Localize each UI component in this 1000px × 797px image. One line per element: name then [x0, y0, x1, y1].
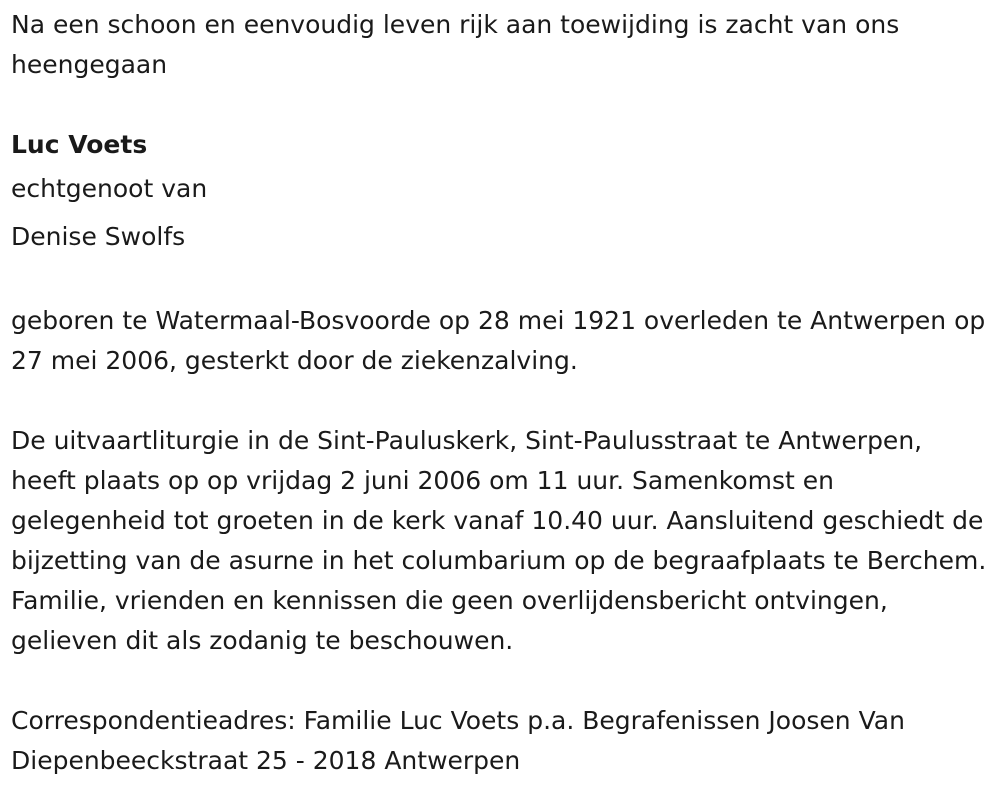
spacer	[11, 261, 992, 301]
spouse-name: Denise Swolfs	[11, 222, 186, 251]
funeral-details-text: De uitvaartliturgie in de Sint-Pauluskerk, Sint-Paulusstraat te Antwerpen, heeft plaats op op vrijdag 2 juni 2006 om 11 uur. Samenkomst en gelegenheid tot groeten in de kerk vanaf 10.40 uur. Aansluitend geschiedt de bijzetting van de asurne in het columbarium op de begraafplaats te Berchem. Familie, vrienden en kennissen die geen overlijdensbericht ontvingen, gelieven dit als zodanig te beschouwen.	[11, 426, 987, 655]
correspondence-address: Correspondentieadres: Familie Luc Voets p.a. Begrafenissen Joosen Van Diepenbeeckstraat 25 - 2018 Antwerpen	[11, 706, 905, 775]
intro-text: Na een schoon en eenvoudig leven rijk aan toewijding is zacht van ons heengegaan	[11, 10, 900, 79]
relation-label: echtgenoot van	[11, 174, 208, 203]
spacer	[11, 661, 992, 701]
deceased-name: Luc Voets	[11, 130, 148, 159]
birth-death-text: geboren te Watermaal-Bosvoorde op 28 mei 1921 overleden te Antwerpen op 27 mei 2006, gesterkt door de ziekenzalving.	[11, 306, 986, 375]
spacer	[11, 381, 992, 421]
